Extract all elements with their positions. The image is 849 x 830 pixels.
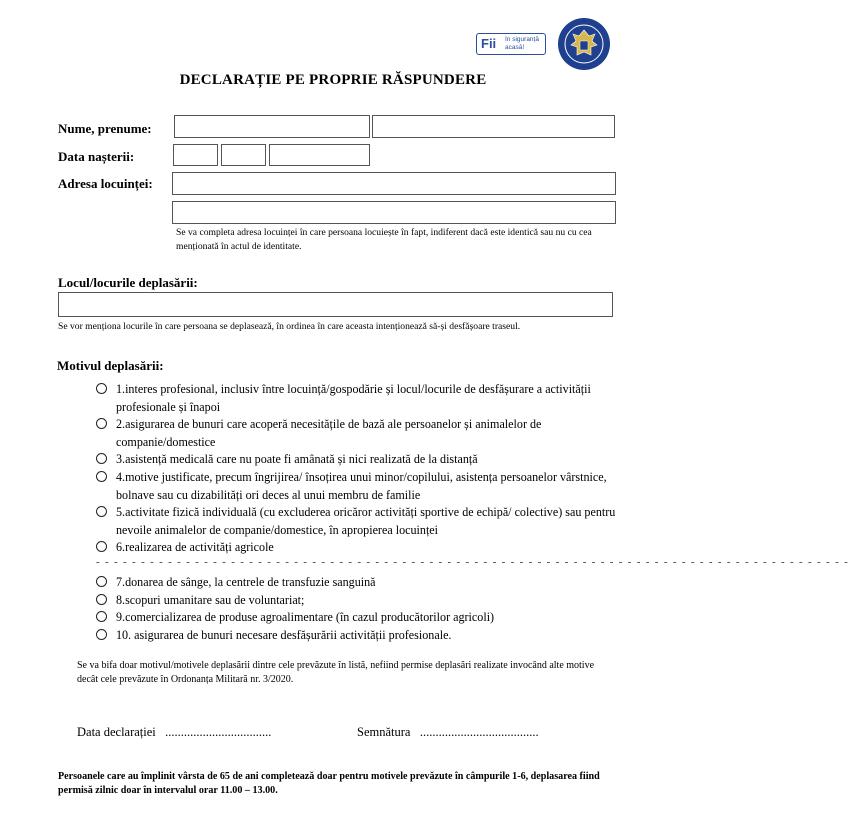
name-label: Nume, prenume: xyxy=(58,121,152,136)
reason-option-label: 10. asigurarea de bunuri necesare desfășurării activității profesionale. xyxy=(116,628,452,642)
reason-option-6[interactable] xyxy=(96,539,621,556)
declaration-date-field[interactable]: .................................. xyxy=(165,725,272,739)
signature-label: Semnătura xyxy=(357,725,411,739)
fii-logo-word: Fii xyxy=(481,36,497,51)
birth-day-field[interactable] xyxy=(173,144,218,166)
radio-button[interactable] xyxy=(96,594,107,605)
reason-option-3[interactable] xyxy=(96,451,621,468)
address-field-line-1[interactable] xyxy=(172,172,616,195)
radio-button[interactable] xyxy=(96,576,107,587)
reasons-label: Motivul deplasării: xyxy=(57,358,164,373)
signature xyxy=(357,725,539,740)
reason-option-label: 3.asistență medicală care nu poate fi amânată și nici realizată de la distanță xyxy=(116,452,478,466)
reason-option-label: 1.interes profesional, inclusiv între locuință/gospodărie și locul/locurile de desfășurare a activității profesionale și înapoi xyxy=(116,382,591,414)
declaration-date-label: Data declarației xyxy=(77,725,156,739)
signature-field[interactable]: ...................................... xyxy=(419,725,539,739)
government-seal-icon xyxy=(557,17,611,71)
page-title: DECLARAȚIE PE PROPRIE RĂSPUNDERE xyxy=(179,72,487,88)
reason-option-label: 5.activitate fizică individuală (cu excluderea oricăror activități sportive de echipă/ colective) sau pentru nevoile animalelor de companie/domestice, în apropierea locuinței xyxy=(116,505,616,537)
reason-option-8[interactable] xyxy=(96,592,621,609)
declaration-date xyxy=(77,725,271,740)
fii-in-siguranta-logo xyxy=(476,33,546,55)
reason-option-label: 2.asigurarea de bunuri care acoperă necesitățile de bază ale persoanelor și animalelor de companie/domestice xyxy=(116,417,542,449)
destination-label: Locul/locurile deplasării: xyxy=(58,275,198,290)
radio-button[interactable] xyxy=(96,418,107,429)
reason-option-label: 6.realizarea de activități agricole xyxy=(116,540,274,554)
reason-option-5[interactable] xyxy=(96,504,621,538)
reason-option-7[interactable] xyxy=(96,574,621,591)
radio-button[interactable] xyxy=(96,611,107,622)
reason-option-label: 9.comercializarea de produse agroalimentare (în cazul producătorilor agricoli) xyxy=(116,610,495,624)
radio-button[interactable] xyxy=(96,506,107,517)
birth-date-label: Data nașterii: xyxy=(58,149,135,164)
reasons-note: Se va bifa doar motivul/motivele deplasării dintre cele prevăzute în listă, nefiind permise deplasări realizate invocând alte motive decât cele prevăzute în Ordonanța Militară nr. 3/2020. xyxy=(77,660,595,685)
reason-option-label: 8.scopuri umanitare sau de voluntariat; xyxy=(116,593,305,607)
last-name-field[interactable] xyxy=(174,115,370,138)
reason-option-9[interactable] xyxy=(96,609,621,626)
radio-button[interactable] xyxy=(96,541,107,552)
first-name-field[interactable] xyxy=(372,115,615,138)
reason-option-label: 7.donarea de sânge, la centrele de transfuzie sanguină xyxy=(116,575,376,589)
reason-option-1[interactable] xyxy=(96,381,621,415)
birth-year-field[interactable] xyxy=(269,144,370,166)
address-label: Adresa locuinței: xyxy=(58,176,153,191)
radio-button[interactable] xyxy=(96,471,107,482)
address-note: Se va completa adresa locuinței în care persoana locuiește în fapt, indiferent dacă este identică sau nu cu cea menționată în actul de identitate. xyxy=(176,227,592,252)
dashed-separator: - - - - - - - - - - - - - - - - - - - - - - - - - - - - - - - - - - - - - - - - - - - - - - - - - - - - - - - - - - - - - - - - - - - - - - - - - - - - - - - - - - - - xyxy=(96,556,849,568)
reason-option-10[interactable] xyxy=(96,627,621,644)
address-field-line-2[interactable] xyxy=(172,201,616,224)
footer-note: Persoanele care au împlinit vârsta de 65 de ani completează doar pentru motivele prevăzute în câmpurile 1-6, deplasarea fiind permisă zilnic doar în intervalul orar 11.00 – 13.00. xyxy=(58,771,600,796)
birth-month-field[interactable] xyxy=(221,144,266,166)
radio-button[interactable] xyxy=(96,453,107,464)
radio-button[interactable] xyxy=(96,629,107,640)
reason-option-label: 4.motive justificate, precum îngrijirea/ însoțirea unui minor/copilului, asistența persoanelor vârstnice, bolnave sau cu dizabilități ori deces al unui membru de familie xyxy=(116,470,607,502)
fii-logo-tagline: în siguranță acasă! xyxy=(505,36,539,51)
reason-option-4[interactable] xyxy=(96,469,621,503)
destination-field[interactable] xyxy=(58,292,613,317)
radio-button[interactable] xyxy=(96,383,107,394)
reason-option-2[interactable] xyxy=(96,416,621,450)
destination-note: Se vor menționa locurile în care persoana se deplasează, în ordinea în care aceasta intenționează să-și desfășoare traseul. xyxy=(58,321,521,332)
